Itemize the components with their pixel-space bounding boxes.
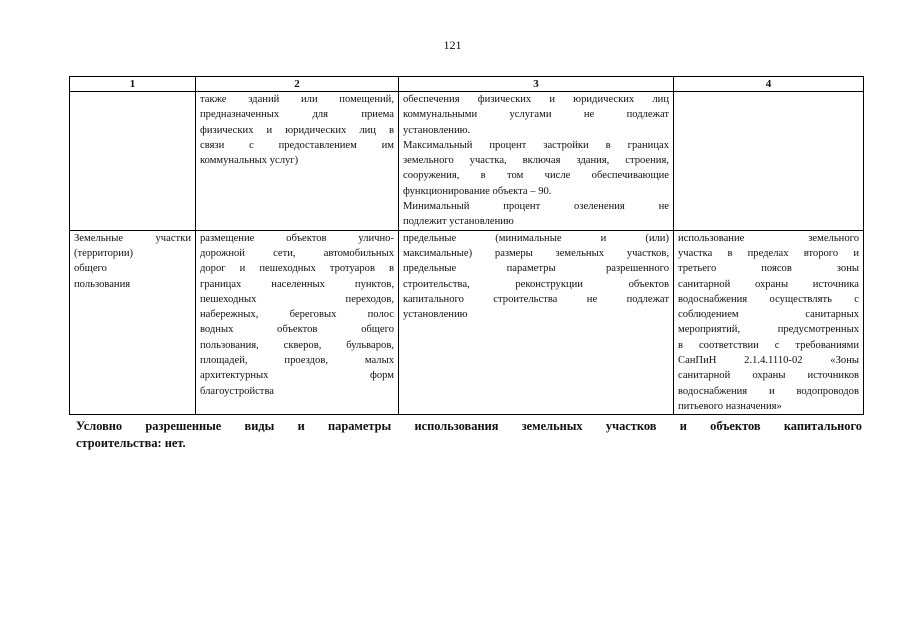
cell-text-line: третьего поясов зоны	[678, 263, 859, 275]
page-number: 121	[443, 38, 462, 52]
cell-text-line: земельного участка, включая здания, строения,	[403, 155, 669, 167]
cell-text-line: водоснабжения осуществлять с	[678, 293, 859, 305]
table-cell	[674, 230, 864, 415]
cell-text-line: предназначенных для приема	[200, 109, 394, 121]
cell-text-line: водоснабжения и водопроводов	[678, 385, 859, 397]
cell-text-line: подлежит установлению	[403, 216, 514, 228]
cell-text-line: максимальные) размеры земельных участков,	[403, 247, 669, 259]
cell-text-line: предельные (минимальные и (или)	[403, 232, 669, 244]
cell-text-line: площадей, проездов, малых	[200, 355, 394, 367]
cell-text-line: обеспечения физических и юридических лиц	[403, 94, 669, 105]
column-header-1: 1	[70, 77, 196, 92]
cell-text-line: Земельные участки	[74, 232, 191, 244]
table-row	[70, 230, 864, 415]
cell-text-line: (территории)	[74, 247, 134, 259]
cell-text-line: коммунальными услугами не подлежат	[403, 109, 669, 121]
table-cell	[674, 92, 864, 231]
cell-text-line: соблюдением санитарных	[678, 309, 859, 321]
cell-text-line: благоустройства	[200, 385, 275, 397]
conclusion-line: Условно разрешенные виды и параметры использования земельных участков и объектов капитального	[76, 419, 862, 433]
cell-text-line: питьевого назначения»	[678, 400, 782, 412]
cell-text-line: мероприятий, предусмотренных	[678, 324, 859, 336]
cell-text-line: физических и юридических лиц в	[200, 124, 394, 136]
cell-text-line: участка в пределах второго и	[678, 247, 859, 259]
table-cell	[399, 230, 674, 415]
table-cell	[70, 92, 196, 231]
cell-text-line: строительства, реконструкции объектов	[403, 278, 669, 290]
cell-text-line: пользования, скверов, бульваров,	[200, 339, 394, 351]
cell-text-line: Минимальный процент озеленения не	[403, 201, 669, 213]
land-use-table	[69, 76, 864, 415]
cell-text-line: санитарной охраны источника	[678, 278, 859, 290]
cell-text-line: в соответствии с требованиями	[678, 339, 859, 351]
cell-text-line: установлению	[403, 309, 468, 321]
cell-text-line: использование земельного	[678, 232, 859, 244]
cell-text-line: водных объектов общего	[200, 324, 394, 336]
cell-text-line: установлению.	[403, 124, 471, 136]
column-header-3: 3	[399, 77, 674, 92]
cell-text-line: пешеходных переходов,	[200, 293, 394, 305]
conclusion-line: строительства: нет.	[76, 436, 186, 450]
conditional-use-note	[76, 418, 862, 452]
cell-text-line: архитектурных форм	[200, 370, 394, 382]
cell-text-line: коммунальных услуг)	[200, 155, 299, 167]
table-row	[70, 92, 864, 231]
cell-text-line: санитарной охраны источников	[678, 370, 859, 382]
cell-text-line: связи с предоставлением им	[200, 139, 394, 151]
table-cell	[196, 230, 399, 415]
table-cell	[70, 230, 196, 415]
cell-text-line: сооружения, в том числе обеспечивающие	[403, 170, 669, 182]
cell-text-line: дорожной сети, автомобильных	[200, 247, 394, 259]
cell-text-line: границах населенных пунктов,	[200, 278, 394, 290]
cell-text-line: дорог и пешеходных тротуаров в	[200, 263, 394, 275]
column-header-4: 4	[674, 77, 864, 92]
table-cell	[399, 92, 674, 231]
cell-text-line: предельные параметры разрешенного	[403, 263, 669, 275]
cell-text-line: также зданий или помещений,	[200, 94, 394, 105]
cell-text-line: Максимальный процент застройки в границах	[403, 139, 669, 151]
cell-text-line: капитального строительства не подлежат	[403, 293, 669, 305]
cell-text-line: размещение объектов улично-	[200, 232, 394, 244]
cell-text-line: СанПиН 2.1.4.1110-02 «Зоны	[678, 355, 859, 367]
cell-text-line: функционирование объекта – 90.	[403, 185, 552, 197]
cell-text-line: общего	[74, 263, 107, 275]
cell-text-line: пользования	[74, 278, 131, 290]
table-header-row	[70, 77, 864, 92]
cell-text-line: набережных, береговых полос	[200, 309, 394, 321]
table-cell	[196, 92, 399, 231]
column-header-2: 2	[196, 77, 399, 92]
